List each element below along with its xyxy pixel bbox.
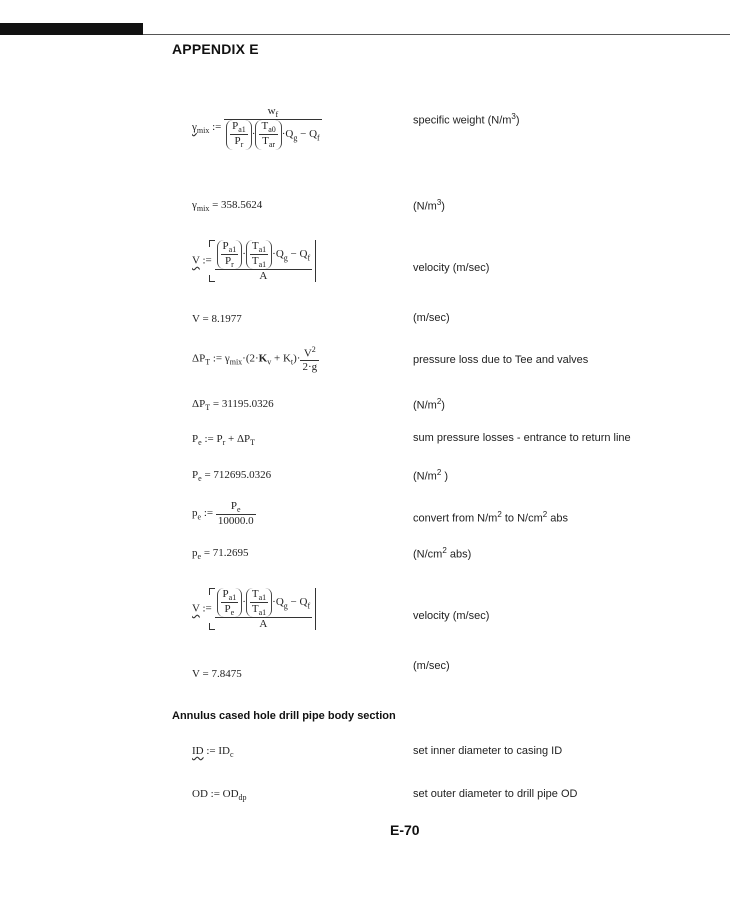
result-entrance-pressure: $P_e = 712695.0326$ — [192, 469, 272, 484]
desc-velocity-1: velocity (m/sec) — [413, 262, 490, 274]
equation-convert-pressure: $p_e$ := $\frac{P_e}{10000.0}$ — [192, 500, 254, 528]
header-rule — [143, 34, 730, 35]
equation-velocity-1: V := $\frac{P_{a1}}{P_r}$ · $\frac{T_{a1}}{T_{a1}}$ $\cdot Q_g - Q_f$ A — [192, 240, 316, 282]
desc-convert-pressure: convert from $N/m^2$ to $N/cm^2$ abs — [413, 510, 569, 525]
desc-entrance-pressure: sum pressure losses - entrance to return line — [413, 432, 631, 444]
desc-outer-diameter: set outer diameter to drill pipe OD — [413, 788, 578, 800]
desc-velocity-2: velocity (m/sec) — [413, 610, 490, 622]
desc-entrance-pressure-unit: ($N/m^2$ ) — [413, 468, 449, 483]
result-pressure-loss: $\Delta P_T = 31195.0326$ — [192, 398, 274, 413]
result-velocity-1: V = 8.1977 — [192, 313, 242, 325]
desc-velocity-2-unit: (m/sec) — [413, 660, 450, 672]
desc-gamma-unit: $(N/m^3)$ — [413, 198, 445, 213]
page-number: E-70 — [390, 822, 420, 838]
desc-specific-weight: specific weight $(N/m^3)$ — [413, 112, 520, 127]
header-bar — [0, 23, 143, 35]
equation-entrance-pressure: $P_e$ := $P_r + \Delta P_T$ — [192, 433, 256, 448]
equation-pressure-loss: $\Delta P_T$ := $\gamma_{mix}\cdot(2\cdot K_v + K_t)\cdot$ $\frac{V^2}{2\cdot g}$ — [192, 345, 318, 373]
result-velocity-2: V = 7.8475 — [192, 668, 242, 680]
equation-velocity-2: V := $\frac{P_{a1}}{P_e}$ · $\frac{T_{a1}}{T_{a1}}$ $\cdot Q_g - Q_f$ A — [192, 588, 316, 630]
equation-inner-diameter: ID := $ID_c$ — [192, 745, 234, 760]
section-heading: Annulus cased hole drill pipe body section — [172, 710, 396, 722]
desc-inner-diameter: set inner diameter to casing ID — [413, 745, 563, 757]
result-converted-pressure: $p_e = 71.2695$ — [192, 547, 249, 562]
result-gamma-mix: $\gamma_{mix} = 358.5624$ — [192, 199, 263, 214]
desc-velocity-1-unit: (m/sec) — [413, 312, 450, 324]
desc-pressure-loss: pressure loss due to Tee and valves — [413, 354, 589, 366]
desc-converted-pressure-unit: ($N/cm^2$ abs) — [413, 546, 472, 561]
equation-outer-diameter: OD := $OD_{dp}$ — [192, 788, 247, 803]
desc-pressure-loss-unit: $(N/m^2)$ — [413, 397, 445, 412]
equation-specific-weight: $\gamma_{mix}$ := $w_f$ $\frac{P_{a1}}{P_r}$ · $\frac{T_{a0}}{T_{ar}}$ $\cdot Q_g - Q_f$ — [192, 105, 320, 150]
appendix-heading: APPENDIX E — [172, 41, 259, 57]
